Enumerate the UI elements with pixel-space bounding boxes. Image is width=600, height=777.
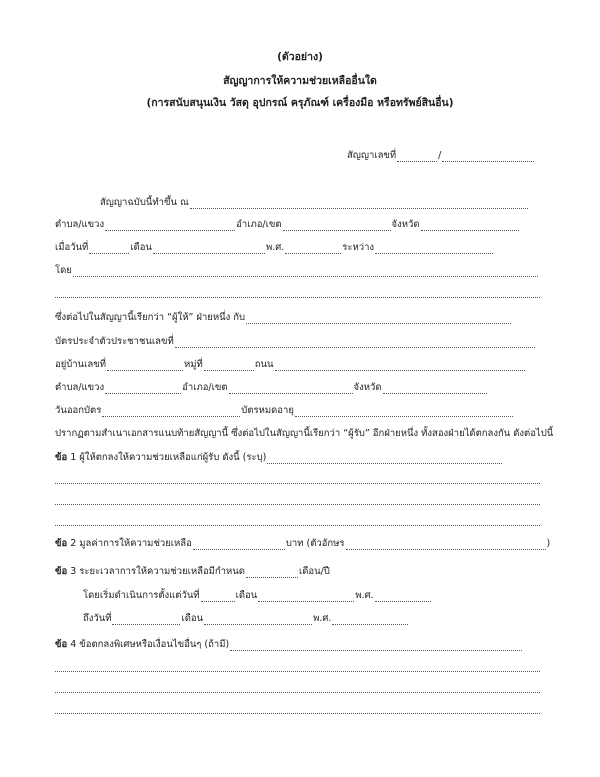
clause-2-row [55,536,550,550]
clause-4-text: 4 ข้อตกลงพิเศษหรือเงื่อนไขอื่นๆ (ถ้ามี) [70,639,230,650]
card-dates-row [55,403,514,417]
between-label: ระหว่าง [342,242,375,253]
start-day-field[interactable] [201,591,235,602]
baht-label: บาท (ตัวอักษร [285,538,345,549]
district-label-2: อำเภอ/เขต [182,382,228,393]
district-field[interactable] [283,220,391,231]
province-field-2[interactable] [383,383,487,394]
giver-clause: ซึ่งต่อไปในสัญญานี้เรียกว่า “ผู้ให้” ฝ่ายหนึ่ง กับ [55,312,246,323]
contract-title: สัญญาการให้ความช่วยเหลืออื่นใด [223,75,377,87]
contract-no-field[interactable] [397,151,437,162]
clause-1-line-4[interactable] [55,524,540,526]
clause-4-field[interactable] [230,640,522,651]
province-label-2: จังหวัด [353,382,382,393]
clause-4-line-3[interactable] [55,691,540,693]
road-field[interactable] [275,360,525,371]
id-card-row [55,334,536,348]
receiver-row [55,426,553,440]
end-day-field[interactable] [112,614,180,625]
subdistrict-field-2[interactable] [105,383,181,394]
clause-1-line-3[interactable] [55,503,540,505]
date-label: เมื่อวันที่ [55,242,89,253]
district-field-2[interactable] [229,383,353,394]
subdistrict-label: ตำบล/แขวง [55,219,105,230]
province-field[interactable] [421,220,519,231]
duration-unit: เดือน/ปี [298,566,330,577]
contract-no-label: สัญญาเลขที่ [347,150,397,161]
clause-3-row [55,564,330,578]
until-label: ถึงวันที่ [83,613,112,624]
house-no-field[interactable] [107,360,183,371]
issue-date-label: วันออกบัตร [55,405,102,416]
end-month-field[interactable] [204,614,312,625]
clause-4-line-2[interactable] [55,670,540,672]
made-at-field[interactable] [190,198,528,209]
house-no-label: อยู่บ้านเลขที่ [55,359,106,370]
contract-year-field[interactable] [442,151,534,162]
clause-4-line-4[interactable] [55,712,540,714]
sample-label: (ตัวอย่าง) [277,51,323,63]
end-date-row [83,611,409,625]
start-year-label: พ.ศ. [355,590,374,601]
made-at-row [100,195,529,209]
village-no-label: หมู่ที่ [183,359,203,370]
by-label: โดย [55,265,72,276]
clause-1-text: 1 ผู้ให้ตกลงให้ความช่วยเหลือแก่ผู้รับ ดังนี้ (ระบุ) [70,452,267,463]
giver-row [55,310,512,324]
contract-subtitle: (การสนับสนุนเงิน วัสดุ อุปกรณ์ ครุภัณฑ์ เครื่องมือ หรือทรัพย์สินอื่น) [146,97,454,109]
made-at-label: สัญญาฉบับนี้ทำขึ้น ณ [100,197,189,208]
month-field[interactable] [153,243,265,254]
clause-1-field[interactable] [267,453,502,464]
clause-2-word: ข้อ [55,538,68,549]
address-row-2 [55,380,488,394]
clause-3-text: 3 ระยะเวลาการให้ความช่วยเหลือมีกำหนด [70,566,245,577]
house-row [55,357,526,371]
by-row [55,263,539,277]
clause-3-word: ข้อ [55,566,68,577]
day-field[interactable] [89,243,129,254]
by-field-extra[interactable] [55,296,540,298]
end-year-field[interactable] [332,614,408,625]
district-label: อำเภอ/เขต [236,219,282,230]
expiry-label: บัตรหมดอายุ [241,405,294,416]
month-label: เดือน [130,242,152,253]
road-label: ถนน [254,359,274,370]
start-month-label: เดือน [235,590,258,601]
subdistrict-field[interactable] [105,220,235,231]
between-field[interactable] [375,243,493,254]
clause-1-row [55,450,503,464]
village-no-field[interactable] [204,360,254,371]
date-row [55,240,494,254]
id-card-field[interactable] [175,337,535,348]
receiver-name-field[interactable] [246,313,511,324]
year-label: พ.ศ. [265,242,285,253]
address-row-1 [55,217,520,231]
expiry-field[interactable] [295,406,513,417]
amount-text-field[interactable] [346,539,546,550]
contract-no-row [347,148,535,162]
clause-1-word: ข้อ [55,452,68,463]
start-label: โดยเริ่มดำเนินการตั้งแต่วันที่ [83,590,200,601]
amount-field[interactable] [193,539,285,550]
start-year-field[interactable] [375,591,431,602]
by-field[interactable] [73,266,538,277]
clause-1-line-2[interactable] [55,482,540,484]
close-paren: ) [546,538,551,549]
issue-date-field[interactable] [102,406,240,417]
contract-no-sep: / [438,150,442,161]
start-date-row [83,588,432,602]
id-card-label: บัตรประจำตัวประชาชนเลขที่ [55,336,174,347]
year-field[interactable] [285,243,341,254]
province-label: จังหวัด [391,219,420,230]
end-year-label: พ.ศ. [313,613,332,624]
clause-4-word: ข้อ [55,639,68,650]
duration-field[interactable] [246,567,298,578]
subdistrict-label-2: ตำบล/แขวง [55,382,105,393]
clause-4-row [55,637,523,651]
clause-2-text: 2 มูลค่าการให้ความช่วยเหลือ [70,538,192,549]
receiver-clause: ปรากฏตามสำเนาเอกสารแนบท้ายสัญญานี้ ซึ่งต่อไปในสัญญานี้เรียกว่า “ผู้รับ” อีกฝ่ายหนึ่ง ทั้งสองฝ่ายได้ตกลงกัน ดังต่อไปนี้ [55,428,554,439]
start-month-field[interactable] [258,591,354,602]
end-month-label: เดือน [181,613,204,624]
